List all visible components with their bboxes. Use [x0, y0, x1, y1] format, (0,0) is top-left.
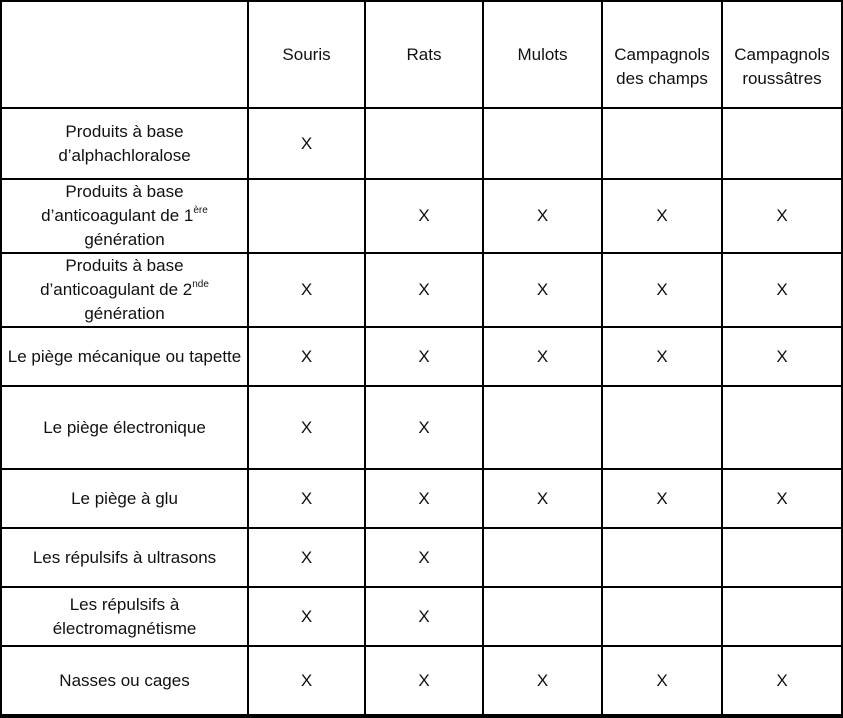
cell-mark: X [365, 253, 483, 327]
cell-mark: X [365, 386, 483, 469]
cell-mark: X [248, 108, 365, 179]
row-label: Les répulsifs à ultrasons [1, 528, 248, 587]
table-row [1, 469, 842, 528]
column-header: Rats [365, 1, 483, 108]
cell-mark [248, 179, 365, 253]
header-row [1, 1, 842, 108]
column-header: Campagnols roussâtres [722, 1, 842, 108]
cell-mark: X [722, 179, 842, 253]
cell-mark [602, 108, 722, 179]
cell-mark: X [248, 327, 365, 386]
cell-mark: X [248, 386, 365, 469]
table-row [1, 179, 842, 253]
cell-mark [722, 108, 842, 179]
cell-mark [722, 587, 842, 646]
superscript: nde [192, 279, 209, 290]
cell-mark: X [365, 179, 483, 253]
cell-mark [602, 587, 722, 646]
cell-mark [483, 386, 602, 469]
table-row [1, 528, 842, 587]
row-label: Produits à base d’alphachloralose [1, 108, 248, 179]
corner-cell [1, 1, 248, 108]
column-header: Campagnols des champs [602, 1, 722, 108]
cell-mark: X [602, 327, 722, 386]
cell-mark: X [722, 253, 842, 327]
cell-mark: X [248, 528, 365, 587]
cell-mark: X [365, 587, 483, 646]
table-body [1, 108, 842, 715]
column-header: Mulots [483, 1, 602, 108]
table-row [1, 327, 842, 386]
table-row [1, 646, 842, 715]
cell-mark: X [483, 646, 602, 715]
table-row [1, 108, 842, 179]
cell-mark [602, 386, 722, 469]
cell-mark: X [248, 253, 365, 327]
cell-mark: X [365, 469, 483, 528]
table-row [1, 587, 842, 646]
cell-mark: X [483, 469, 602, 528]
row-label: Le piège à glu [1, 469, 248, 528]
cell-mark: X [602, 646, 722, 715]
column-header: Souris [248, 1, 365, 108]
cell-mark: X [722, 327, 842, 386]
cell-mark: X [602, 469, 722, 528]
table-row [1, 386, 842, 469]
cell-mark [483, 108, 602, 179]
cell-mark: X [365, 646, 483, 715]
cell-mark: X [365, 327, 483, 386]
cell-mark [483, 528, 602, 587]
cell-mark: X [722, 469, 842, 528]
cell-mark: X [602, 253, 722, 327]
cell-mark [602, 528, 722, 587]
cell-mark: X [483, 253, 602, 327]
cell-mark: X [483, 179, 602, 253]
row-label: Nasses ou cages [1, 646, 248, 715]
cell-mark [365, 108, 483, 179]
cell-mark: X [248, 646, 365, 715]
cell-mark [722, 528, 842, 587]
superscript: ère [193, 205, 208, 216]
cell-mark: X [602, 179, 722, 253]
row-label: Les répulsifs à électromagnétisme [1, 587, 248, 646]
row-label: Le piège mécanique ou tapette [1, 327, 248, 386]
cell-mark: X [483, 327, 602, 386]
cell-mark [722, 386, 842, 469]
row-label: Produits à base d’anticoagulant de 2nde génération [1, 253, 248, 327]
cell-mark: X [722, 646, 842, 715]
table-row [1, 253, 842, 327]
cell-mark: X [248, 587, 365, 646]
cell-mark: X [365, 528, 483, 587]
cell-mark [483, 587, 602, 646]
table-header [1, 1, 842, 108]
row-label: Le piège électronique [1, 386, 248, 469]
cell-mark: X [248, 469, 365, 528]
row-label: Produits à base d’anticoagulant de 1ère génération [1, 179, 248, 253]
